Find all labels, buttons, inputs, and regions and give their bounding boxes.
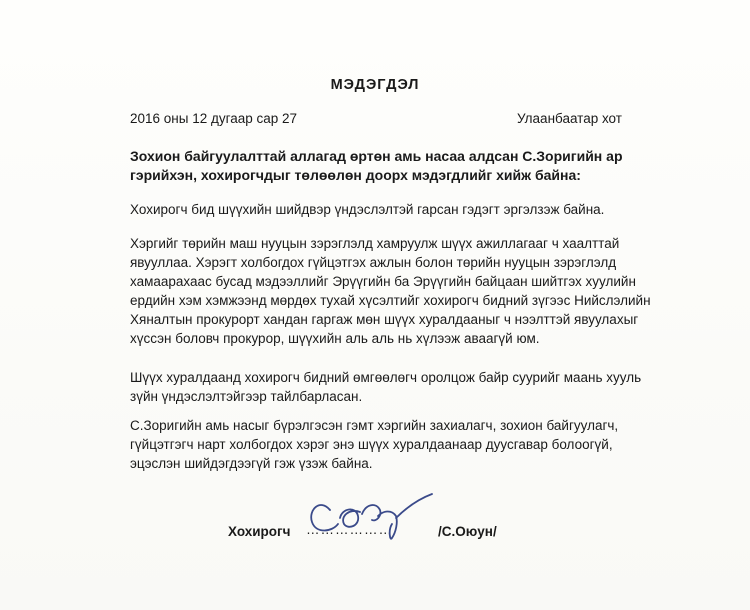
document-date: 2016 оны 12 дугаар сар 27 [130,111,298,126]
paragraph-1: Хохирогч бид шүүхийн шийдвэр үндэслэлтэй гарсан гэдэгт эргэлзэж байна. [130,202,605,217]
document-title: МЭДЭГДЭЛ [330,77,420,93]
signature-name: /С.Оюун/ [438,524,497,539]
paragraph-2: Хэргийг төрийн маш нууцын зэрэглэлд хамруулж шүүх ажиллагааг ч хаалттай явууллаа. Хэрэгт холбогдох гүйцэтгэх ажлын болон төрийн нууцын зэрэглэлд хамаарахаас бусад мэдээллийг Эрүүгийн ба Эрүүгийн байцаан шийтгэх хуулийн ердийн хэм хэмжээнд мөрдөх тухай хүсэлтийг хохирогч бидний зүгээс Нийслэлийн Хяналтын прокурорт хандан гаргаж мөн шүүх хуралдааныг ч нээлттэй явуулахыг хүссэн боловч прокурор, шүүхийн аль аль нь хүлээж аваагүй юм. [130,236,651,346]
paragraph-4: С.Зоригийн амь насыг бүрэлгэсэн гэмт хэргийн захиалагч, зохион байгуулагч, гүйцэтгэгч нарт холбогдох хэрэг энэ шүүх хуралдаанаар дуусгавар болоогүй, эцэслэн шийдэгдээгүй гэж үзэж байна. [130,418,619,471]
paragraph-3: Шүүх хуралдаанд хохирогч бидний өмгөөлөгч оролцож байр суурийг маань хууль зүйн үндэслэлтэйгээр тайлбарласан. [130,370,642,404]
lead-statement: Зохион байгуулалттай аллагад өртөн амь насаа алдсан С.Зоригийн ар гэрийхэн, хохирогчдыг төлөөлөн доорх мэдэгдлийг хийж байна: [130,148,623,183]
handwritten-signature [300,480,450,550]
document-place: Улаанбаатар хот [517,111,622,126]
signature-dots: ……………… [306,522,393,537]
signature-role: Хохирогч [228,524,291,539]
